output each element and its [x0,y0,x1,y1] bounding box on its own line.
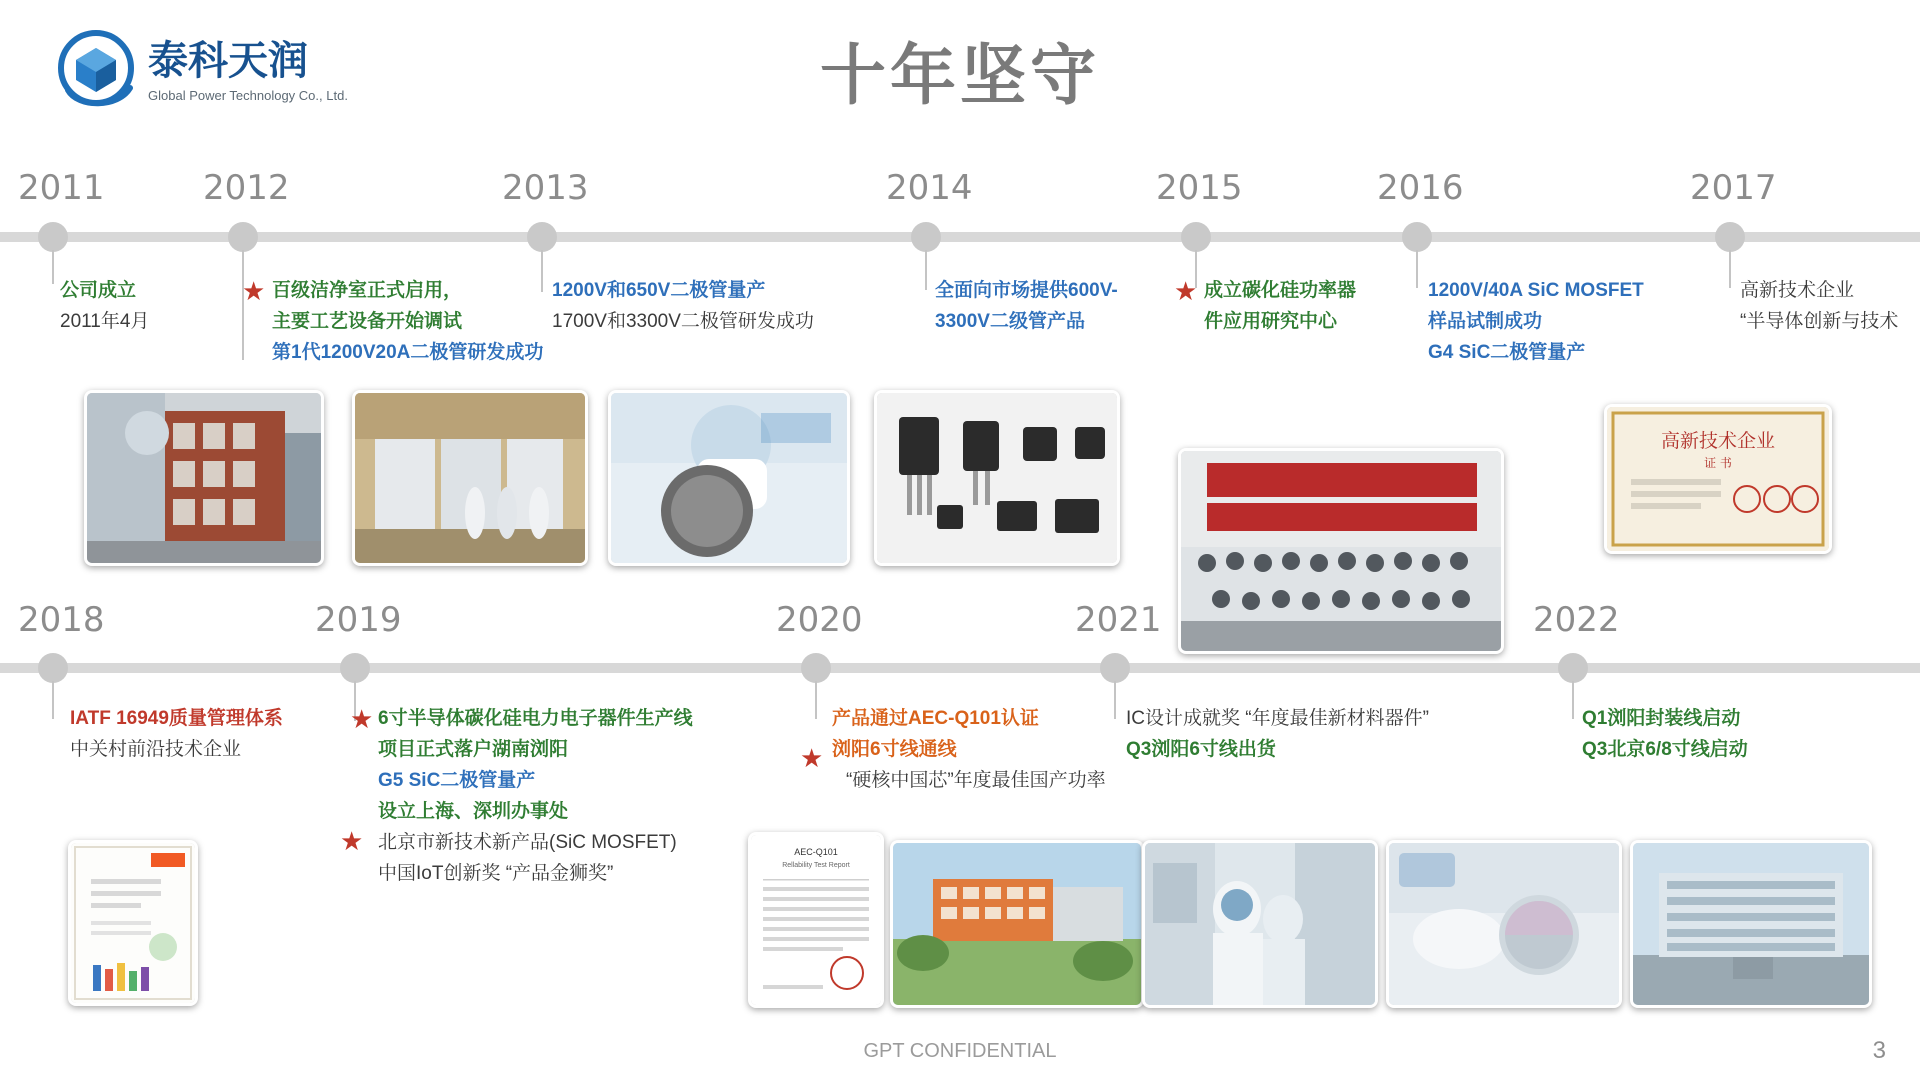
entry-2015 [1204,275,1356,337]
star-icon: ★ [1174,276,1198,306]
photo-aec-report [748,832,884,1008]
photo-liuyang-plant [890,840,1144,1008]
entry-line: 中国IoT创新奖 “产品金狮奖” [378,863,614,884]
photo-cleanroom-operators [1142,840,1378,1008]
photo-team-group [1178,448,1504,654]
entry-line: Q1浏阳封装线启动 [1582,708,1741,729]
entry-2022 [1582,703,1748,765]
entry-line: 浏阳6寸线通线 [832,739,957,760]
year-tick-2018 [52,681,54,719]
photo-discrete-devices [874,390,1120,566]
year-tick-2020 [815,681,817,719]
year-tick-2014 [925,250,927,290]
footer-confidential: GPT CONFIDENTIAL [863,1040,1057,1062]
logo-text-cn: 泰科天润 [148,38,308,84]
year-dot-2022 [1558,653,1588,683]
year-dot-2013 [527,222,557,252]
svg-text:Rellability Test Report: Rellability Test Report [782,862,850,869]
year-dot-2012 [228,222,258,252]
year-label-2012: 2012 [203,168,290,208]
entry-line: 百级洁净室正式启用， [272,280,463,301]
entry-2020 [832,703,1106,796]
year-label-2022: 2022 [1533,600,1620,640]
year-dot-2014 [911,222,941,252]
year-label-2020: 2020 [776,600,863,640]
year-label-2016: 2016 [1377,168,1464,208]
entry-line: 全面向市场提供600V- [935,280,1118,301]
photo-company-building [84,390,324,566]
svg-text:高新技术企业: 高新技术企业 [1660,430,1776,452]
entry-2016 [1428,275,1644,368]
logo-text-en: Global Power Technology Co., Ltd. [148,88,348,103]
entry-line: 件应用研究中心 [1204,311,1338,332]
entry-line: 公司成立 [60,280,137,301]
entry-line: 6寸半导体碳化硅电力电子器件生产线 [378,708,693,729]
entry-line: “半导体创新与技术 [1740,311,1899,332]
star-icon: ★ [242,276,266,306]
year-label-2013: 2013 [502,168,589,208]
year-tick-2021 [1114,681,1116,719]
entry-2018 [70,703,283,765]
timeline-rail-row1 [0,232,1920,242]
year-tick-2011 [52,250,54,284]
page-title: 十年坚守 [820,37,1100,114]
timeline-rail-row2 [0,663,1920,673]
year-label-2017: 2017 [1690,168,1777,208]
entry-2014 [935,275,1118,337]
entry-line: IATF 16949质量管理体系 [70,708,283,729]
entry-2013 [552,275,814,337]
entry-line: 1200V和650V二极管量产 [552,280,766,301]
entry-line: 第1代1200V20A二极管研发成功 [272,342,544,363]
year-dot-2019 [340,653,370,683]
entry-2017 [1740,275,1898,337]
entry-line: 2011年4月 [60,311,150,332]
page-number: 3 [1872,1037,1886,1064]
year-dot-2016 [1402,222,1432,252]
entry-2012 [272,275,543,368]
year-label-2019: 2019 [315,600,402,640]
entry-line: G5 SiC二极管量产 [378,770,536,791]
photo-wafer-inspection [1386,840,1622,1008]
entry-line: 样品试制成功 [1428,311,1543,332]
entry-line: 北京市新技术新产品(SiC MOSFET) [378,832,677,853]
star-icon: ★ [350,704,374,734]
year-tick-2022 [1572,681,1574,719]
svg-text:AEC-Q101: AEC-Q101 [794,847,838,857]
year-label-2015: 2015 [1156,168,1243,208]
star-icon: ★ [340,826,364,856]
entry-line: 高新技术企业 [1740,280,1855,301]
entry-line: 成立碳化硅功率器 [1204,280,1357,301]
entry-line: Q3浏阳6寸线出货 [1126,739,1276,760]
year-label-2014: 2014 [886,168,973,208]
entry-line: G4 SiC二极管量产 [1428,342,1586,363]
entry-line: 中关村前沿技术企业 [70,739,242,760]
year-label-2021: 2021 [1075,600,1162,640]
photo-cleanroom [352,390,588,566]
photo-wafer-engineer [608,390,850,566]
year-tick-2016 [1416,250,1418,288]
year-label-2011: 2011 [18,168,105,208]
entry-line: 1700V和3300V二极管研发成功 [552,311,814,332]
entry-line: 3300V二级管产品 [935,311,1085,332]
entry-line: 主要工艺设备开始调试 [272,311,463,332]
entry-line: 设立上海、深圳办事处 [378,801,569,822]
photo-sgs-certificate [68,840,198,1006]
entry-line: 1200V/40A SiC MOSFET [1428,280,1644,301]
entry-line: Q3北京6/8寸线启动 [1582,739,1748,760]
entry-line: 项目正式落户湖南浏阳 [378,739,569,760]
entry-2021 [1126,703,1429,765]
entry-2011 [60,275,149,337]
year-dot-2015 [1181,222,1211,252]
year-dot-2018 [38,653,68,683]
entry-line: IC设计成就奖 “年度最佳新材料器件” [1126,708,1429,729]
entry-2019 [378,703,693,889]
year-label-2018: 2018 [18,600,105,640]
star-icon: ★ [800,743,824,773]
photo-new-fab [1630,840,1872,1008]
svg-text:证 书: 证 书 [1704,456,1732,470]
year-dot-2020 [801,653,831,683]
entry-line: “硬核中国芯”年度最佳国产功率 [846,770,1106,791]
year-dot-2017 [1715,222,1745,252]
year-dot-2021 [1100,653,1130,683]
entry-line: 产品通过AEC-Q101认证 [832,708,1039,729]
year-tick-2017 [1729,250,1731,288]
photo-hightech-certificate [1604,404,1832,554]
year-dot-2011 [38,222,68,252]
